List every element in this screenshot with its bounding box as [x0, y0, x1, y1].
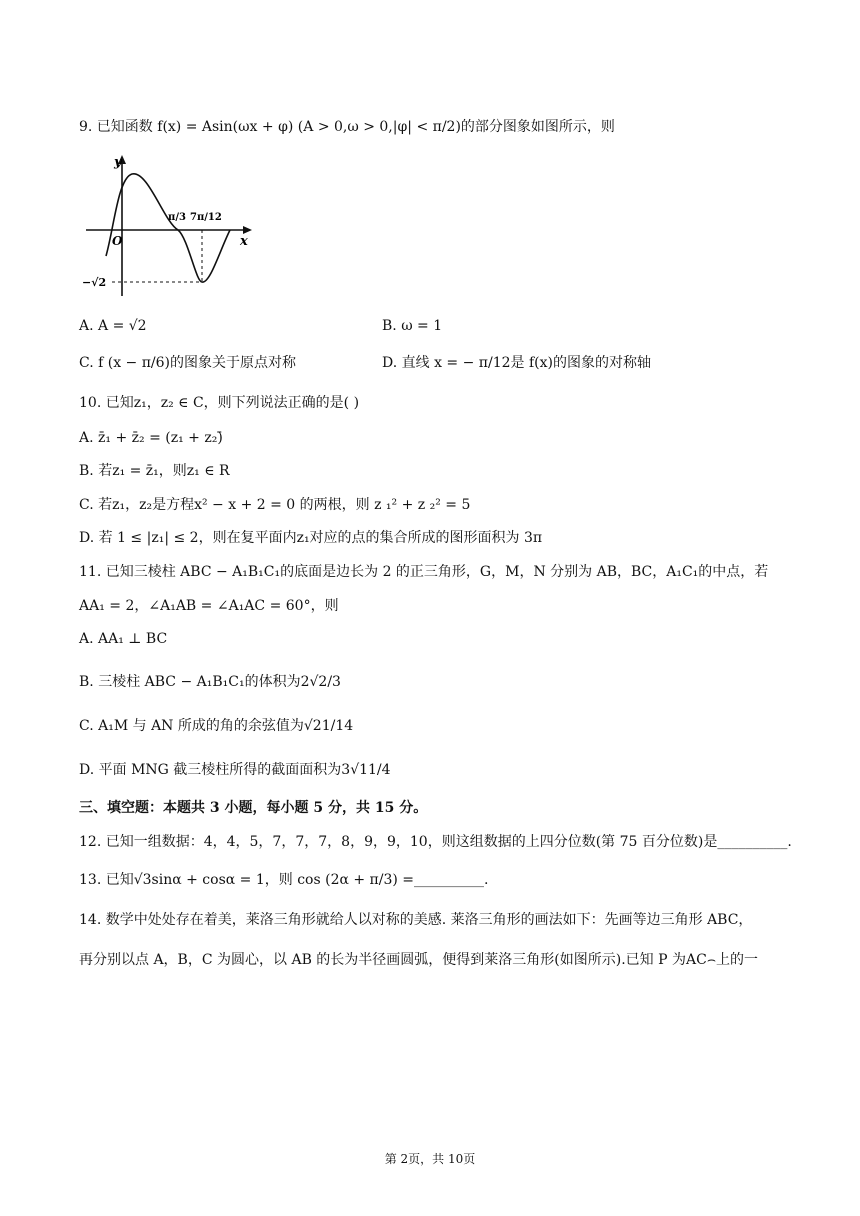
sine-graph-figure	[80, 150, 256, 300]
q11-stem-line1: 11. 已知三棱柱 ABC − A₁B₁C₁的底面是边长为 2 的正三角形，G，M，N 分别为 AB，BC，A₁C₁的中点，若	[79, 564, 769, 580]
q10-option-a: A. z̄₁ + z̄₂ = (z₁ + z₂)̄	[79, 430, 223, 446]
q9-stem: 9. 已知函数 f(x) = Asin(ωx + φ) (A > 0,ω > 0,|φ| < π/2)的部分图象如图所示，则	[79, 119, 615, 135]
q9-option-a: A. A = √2	[79, 318, 147, 334]
q10-option-b: B. 若z₁ = z̄₁，则z₁ ∈ R	[79, 463, 230, 479]
q10-stem: 10. 已知z₁，z₂ ∈ C，则下列说法正确的是( )	[79, 395, 360, 411]
q12-text: 12. 已知一组数据：4，4，5，7，7，7，8，9，9，10，则这组数据的上四分位数(第 75 百分位数)是__________.	[79, 834, 792, 850]
q11-option-d: D. 平面 MNG 截三棱柱所得的截面面积为3√11/4	[79, 762, 391, 778]
q14-line1: 14. 数学中处处存在着美，莱洛三角形就给人以对称的美感. 莱洛三角形的画法如下：先画等边三角形 ABC，	[79, 912, 753, 928]
q11-option-a: A. AA₁ ⊥ BC	[79, 631, 168, 647]
sine-curve	[106, 174, 230, 282]
q10-option-c: C. 若z₁，z₂是方程x² − x + 2 = 0 的两根，则 z ₁² + z ₂² = 5	[79, 497, 471, 513]
q14-line2: 再分别以点 A，B，C 为圆心，以 AB 的长为半径画圆弧，便得到莱洛三角形(如图所示).已知 P 为AC⌢上的一	[79, 952, 759, 968]
q11-option-c: C. A₁M 与 AN 所成的角的余弦值为√21/14	[79, 718, 354, 734]
q11-stem-line2: AA₁ = 2，∠A₁AB = ∠A₁AC = 60°，则	[79, 598, 339, 614]
page-footer: 第 2页，共 10页	[384, 1152, 476, 1166]
q9-option-b: B. ω = 1	[382, 318, 443, 334]
section-3-heading: 三、填空题：本题共 3 小题，每小题 5 分，共 15 分。	[79, 800, 428, 816]
y-axis-label: y	[114, 155, 122, 170]
min-value-label: −√2	[82, 276, 107, 289]
tick-pi-over-3: π/3	[168, 212, 186, 223]
q9-option-d: D. 直线 x = − π/12是 f(x)的图象的对称轴	[382, 355, 651, 371]
x-axis-label: x	[240, 234, 248, 249]
q11-option-b: B. 三棱柱 ABC − A₁B₁C₁的体积为2√2/3	[79, 674, 341, 690]
origin-label: O	[112, 234, 123, 248]
tick-7pi-over-12: 7π/12	[190, 212, 222, 223]
q13-text: 13. 已知√3sinα + cosα = 1，则 cos (2α + π/3) =__________.	[79, 872, 489, 888]
q9-option-c: C. f (x − π/6)的图象关于原点对称	[79, 355, 297, 371]
q10-option-d: D. 若 1 ≤ |z₁| ≤ 2，则在复平面内z₁对应的点的集合所成的图形面积为 3π	[79, 530, 543, 546]
